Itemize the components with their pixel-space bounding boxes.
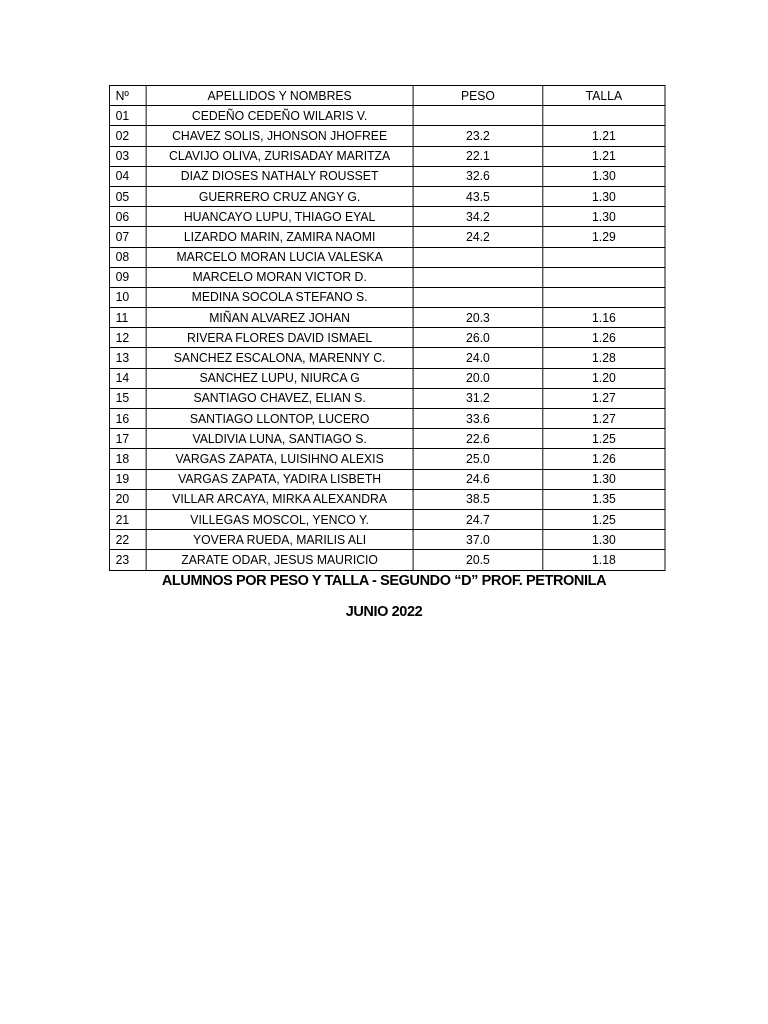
student-name-cell: MEDINA SOCOLA STEFANO S. [146,287,413,307]
header-weight: PESO [413,86,543,106]
header-row [109,86,665,106]
height-cell: 1.16 [543,308,665,328]
weight-cell [413,287,543,307]
height-cell: 1.30 [543,186,665,206]
document-date: JUNIO 2022 [345,604,423,620]
student-name-cell: MARCELO MORAN LUCIA VALESKA [146,247,413,267]
row-number-cell: 04 [109,166,146,186]
height-cell: 1.30 [543,207,665,227]
row-number-cell: 02 [109,126,146,146]
student-weight-height-table [109,85,665,571]
weight-cell: 24.6 [413,469,543,489]
student-name-cell: VILLEGAS MOSCOL, YENCO Y. [146,509,413,529]
student-name-cell: RIVERA FLORES DAVID ISMAEL [146,328,413,348]
row-number-cell: 13 [109,348,146,368]
height-cell: 1.25 [543,509,665,529]
weight-cell: 24.7 [413,509,543,529]
table-row [109,348,665,368]
weight-cell: 43.5 [413,186,543,206]
row-number-cell: 12 [109,328,146,348]
student-name-cell: LIZARDO MARIN, ZAMIRA NAOMI [146,227,413,247]
table-row [109,449,665,469]
height-cell: 1.26 [543,449,665,469]
row-number-cell: 06 [109,207,146,227]
row-number-cell: 23 [109,550,146,570]
table-row [109,106,665,126]
student-name-cell: YOVERA RUEDA, MARILIS ALI [146,530,413,550]
weight-cell: 24.0 [413,348,543,368]
student-name-cell: CEDEÑO CEDEÑO WILARIS V. [146,106,413,126]
student-name-cell: VARGAS ZAPATA, YADIRA LISBETH [146,469,413,489]
student-name-cell: VALDIVIA LUNA, SANTIAGO S. [146,429,413,449]
row-number-cell: 21 [109,509,146,529]
table-row [109,409,665,429]
table-row [109,509,665,529]
height-cell: 1.35 [543,489,665,509]
height-cell: 1.18 [543,550,665,570]
weight-cell: 38.5 [413,489,543,509]
student-name-cell: MIÑAN ALVAREZ JOHAN [146,308,413,328]
weight-cell: 25.0 [413,449,543,469]
height-cell: 1.30 [543,530,665,550]
row-number-cell: 17 [109,429,146,449]
document-title: ALUMNOS POR PESO Y TALLA - SEGUNDO “D” PROF. PETRONILA [161,573,607,589]
table-header [109,86,665,106]
weight-cell: 24.2 [413,227,543,247]
student-name-cell: GUERRERO CRUZ ANGY G. [146,186,413,206]
table-row [109,489,665,509]
height-cell [543,267,665,287]
weight-cell: 31.2 [413,388,543,408]
weight-cell: 20.5 [413,550,543,570]
height-cell: 1.25 [543,429,665,449]
weight-cell: 33.6 [413,409,543,429]
student-name-cell: SANCHEZ ESCALONA, MARENNY C. [146,348,413,368]
height-cell: 1.20 [543,368,665,388]
header-number: Nº [109,86,146,106]
table-row [109,388,665,408]
table-row [109,227,665,247]
table-row [109,429,665,449]
height-cell: 1.27 [543,409,665,429]
header-height: TALLA [543,86,665,106]
row-number-cell: 15 [109,388,146,408]
weight-cell: 20.0 [413,368,543,388]
table-row [109,530,665,550]
row-number-cell: 18 [109,449,146,469]
header-name: APELLIDOS Y NOMBRES [146,86,413,106]
student-name-cell: DIAZ DIOSES NATHALY ROUSSET [146,166,413,186]
table-row [109,550,665,570]
row-number-cell: 01 [109,106,146,126]
row-number-cell: 03 [109,146,146,166]
student-name-cell: VARGAS ZAPATA, LUISIHNO ALEXIS [146,449,413,469]
height-cell: 1.29 [543,227,665,247]
row-number-cell: 08 [109,247,146,267]
height-cell: 1.21 [543,146,665,166]
weight-cell: 37.0 [413,530,543,550]
student-name-cell: ZARATE ODAR, JESUS MAURICIO [146,550,413,570]
table-body [109,106,665,570]
height-cell: 1.30 [543,166,665,186]
row-number-cell: 10 [109,287,146,307]
table-row [109,287,665,307]
table-row [109,166,665,186]
student-name-cell: SANCHEZ LUPU, NIURCA G [146,368,413,388]
row-number-cell: 22 [109,530,146,550]
student-name-cell: VILLAR ARCAYA, MIRKA ALEXANDRA [146,489,413,509]
height-cell [543,287,665,307]
weight-cell: 23.2 [413,126,543,146]
height-cell: 1.30 [543,469,665,489]
table-row [109,146,665,166]
row-number-cell: 05 [109,186,146,206]
height-cell [543,106,665,126]
student-name-cell: SANTIAGO LLONTOP, LUCERO [146,409,413,429]
row-number-cell: 19 [109,469,146,489]
student-name-cell: SANTIAGO CHAVEZ, ELIAN S. [146,388,413,408]
weight-cell: 20.3 [413,308,543,328]
row-number-cell: 07 [109,227,146,247]
table-row [109,267,665,287]
weight-cell: 26.0 [413,328,543,348]
height-cell: 1.27 [543,388,665,408]
weight-cell: 22.1 [413,146,543,166]
weight-cell [413,267,543,287]
table-row [109,247,665,267]
row-number-cell: 20 [109,489,146,509]
weight-cell: 34.2 [413,207,543,227]
table-row [109,328,665,348]
table-row [109,308,665,328]
row-number-cell: 14 [109,368,146,388]
height-cell: 1.26 [543,328,665,348]
table-row [109,126,665,146]
height-cell [543,247,665,267]
row-number-cell: 11 [109,308,146,328]
height-cell: 1.21 [543,126,665,146]
weight-cell [413,247,543,267]
weight-cell: 32.6 [413,166,543,186]
student-name-cell: HUANCAYO LUPU, THIAGO EYAL [146,207,413,227]
table-row [109,186,665,206]
table-row [109,469,665,489]
student-name-cell: MARCELO MORAN VICTOR D. [146,267,413,287]
row-number-cell: 09 [109,267,146,287]
row-number-cell: 16 [109,409,146,429]
student-name-cell: CLAVIJO OLIVA, ZURISADAY MARITZA [146,146,413,166]
height-cell: 1.28 [543,348,665,368]
table-row [109,368,665,388]
weight-cell: 22.6 [413,429,543,449]
student-name-cell: CHAVEZ SOLIS, JHONSON JHOFREE [146,126,413,146]
weight-cell [413,106,543,126]
table-row [109,207,665,227]
